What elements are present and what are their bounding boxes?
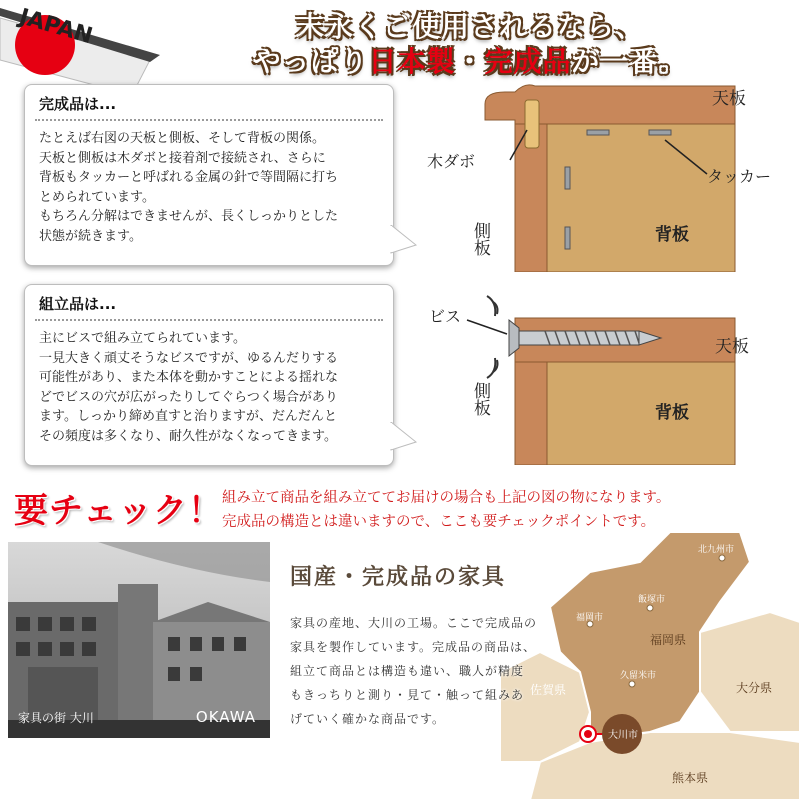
pref-fukuoka: 福岡県	[650, 633, 687, 647]
check-line-2: 完成品の構造とは違いますので、ここも要チェックポイントです。	[222, 514, 656, 530]
pref-kumamoto: 熊本県	[672, 771, 709, 785]
back-board-shape	[545, 124, 735, 272]
factory-caption: 家具の街 大川	[18, 711, 94, 725]
factory-tag: OKAWA	[195, 708, 256, 726]
assembled-divider	[35, 319, 383, 321]
finished-title: 完成品は...	[39, 95, 117, 113]
top-board-shape	[485, 85, 735, 124]
finished-bubble	[24, 84, 394, 266]
label-back-board-2: 背板	[655, 403, 689, 423]
tacker-staple	[565, 167, 570, 189]
domestic-line-1: 家具の産地、大川の工場。ここで完成品の	[290, 616, 538, 630]
finished-divider	[35, 119, 383, 121]
flag-text: JAPAN	[16, 4, 96, 50]
finished-diagram	[415, 82, 800, 272]
label-side-board-2: 側板	[470, 382, 490, 416]
label-side-board: 側板	[470, 222, 490, 256]
label-top-board: 天板	[712, 89, 746, 109]
assembled-bubble-tail	[388, 422, 418, 452]
label-dowel: 木ダボ	[427, 152, 476, 171]
domestic-line-3: 組立て商品とは構造も違い、職人が精度	[290, 664, 525, 678]
domestic-title: 国産・完成品の家具	[290, 565, 507, 590]
dowel-shape	[525, 100, 539, 148]
pref-oita: 大分県	[736, 681, 773, 695]
domestic-line-2: 家具を製作しています。完成品の商品は、	[290, 640, 537, 654]
headline-line-2: やっぱり日本製・完成品が一番。	[252, 45, 688, 78]
pref-saga: 佐賀県	[530, 683, 567, 697]
domestic-line-5: げていく確かな商品です。	[290, 712, 446, 726]
factory-photo	[8, 542, 270, 738]
city-kitakyushu: 北九州市	[698, 545, 735, 555]
label-screw: ビス	[429, 307, 462, 326]
domestic-line-4: もきっちりと測り・見て・触って組みあ	[290, 688, 525, 702]
tacker-staple	[587, 130, 609, 135]
check-line-1: 組み立て商品を組み立ててお届けの場合も上記の図の物になります。	[222, 490, 671, 506]
label-back-board: 背板	[655, 225, 689, 245]
label-top-board-2: 天板	[715, 337, 749, 357]
headline-line-1: 末永くご使用されるなら、	[295, 10, 644, 43]
city-iizuka: 飯塚市	[638, 595, 666, 605]
tacker-staple	[649, 130, 671, 135]
assembled-diagram	[415, 290, 800, 465]
finished-body: たとえば右図の天板と側板、そして背板の関係。 天板と側板は木ダボと接着剤で接続され、さらに 背板もタッカーと呼ばれる金属の針で等間隔に打ち とめられています。 もちろん分解はできませんが、長くしっかりとした 状態が続きます。	[39, 131, 339, 244]
city-okawa: 大川市	[608, 730, 638, 741]
city-kurume: 久留米市	[620, 671, 657, 681]
assembled-bubble	[24, 284, 394, 466]
kyushu-map	[500, 532, 800, 800]
assembled-body: 主にビスで組み立てられています。 一見大きく頑丈そうなビスですが、ゆるんだりする 可能性があり、また本体を動かすことによる揺れな どでビスの穴が広がったりしてぐらつく場合があり ます。しっかり締め直すと治りますが、だんだんと その頻度は多くなり、耐久性がなくなってきます。	[39, 331, 339, 444]
check-title: 要チェック！	[14, 491, 223, 531]
finished-bubble-tail	[388, 225, 418, 255]
tacker-staple	[565, 227, 570, 249]
city-fukuoka: 福岡市	[576, 613, 604, 623]
assembled-title: 組立品は...	[39, 295, 117, 313]
label-tacker: タッカー	[707, 167, 772, 186]
